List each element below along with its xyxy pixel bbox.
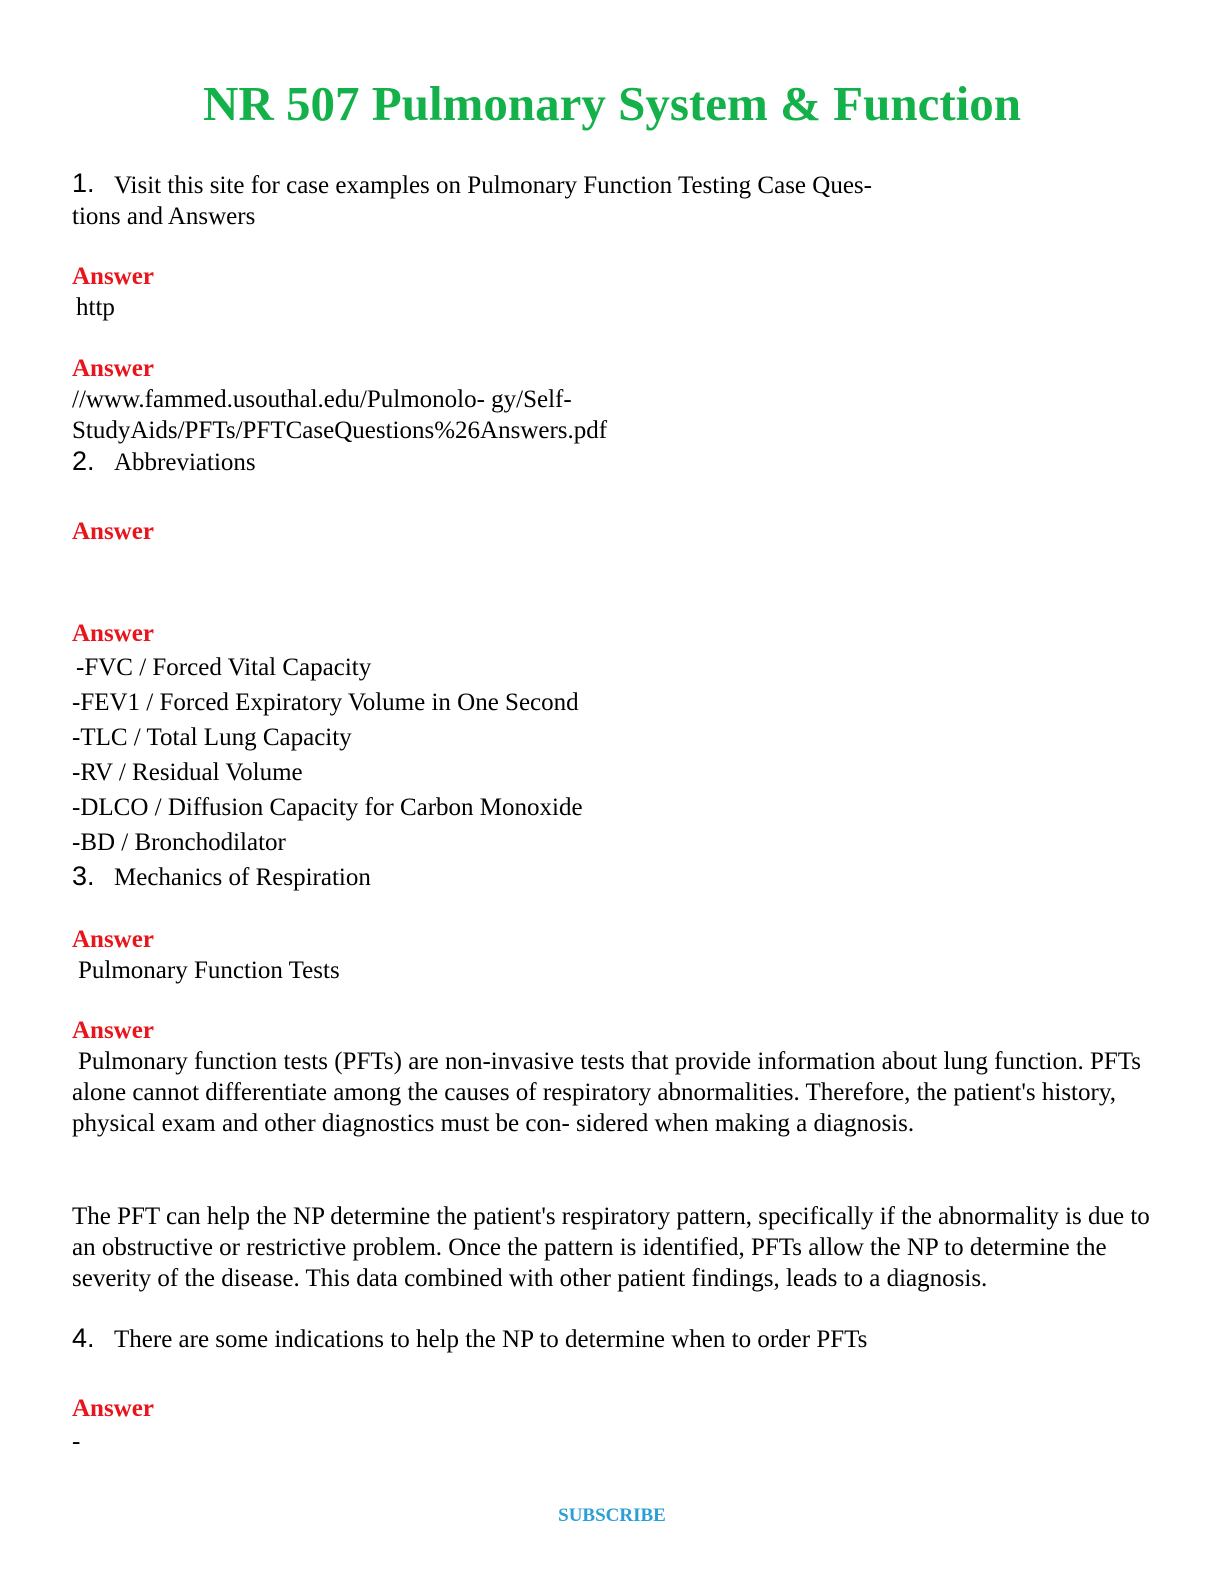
question-number-1: 1. bbox=[72, 168, 95, 198]
answer-label: Answer bbox=[72, 1395, 154, 1422]
abbreviation-item: -DLCO / Diffusion Capacity for Carbon Monoxide bbox=[72, 794, 583, 821]
page-title: NR 507 Pulmonary System & Function bbox=[202, 76, 1022, 131]
question-number-4: 4. bbox=[72, 1323, 95, 1353]
abbreviation-item: -RV / Residual Volume bbox=[72, 759, 303, 786]
answer-label: Answer bbox=[72, 518, 154, 545]
question-1-text-line1: Visit this site for case examples on Pulmonary Function Testing Case Ques- bbox=[114, 172, 872, 199]
answer-label: Answer bbox=[72, 620, 154, 647]
answer-label: Answer bbox=[72, 355, 154, 382]
answer-paragraph: Pulmonary function tests (PFTs) are non-invasive tests that provide information about lung function. PFTs alone cannot differentiate among the causes of respiratory abnormalities. Therefore, the patient's history, physical exam and other diagnostics must be con- sidered when making a diagnosis. bbox=[72, 1048, 1142, 1137]
answer-paragraph: The PFT can help the NP determine the patient's respiratory pattern, specifically if the abnormality is due to an obstructive or restrictive problem. Once the pattern is identified, PFTs allow the NP to determine the severity of the disease. This data combined with other patient findings, leads to a diagnosis. bbox=[72, 1203, 1150, 1292]
question-4-text: There are some indications to help the NP to determine when to order PFTs bbox=[114, 1326, 868, 1353]
answer-url-line2: StudyAids/PFTs/PFTCaseQuestions%26Answers.pdf bbox=[72, 417, 608, 444]
question-number-2: 2. bbox=[72, 446, 95, 476]
question-2-text: Abbreviations bbox=[114, 449, 256, 476]
answer-label: Answer bbox=[72, 263, 154, 290]
abbreviation-item: -FVC / Forced Vital Capacity bbox=[76, 654, 372, 681]
answer-url-line1: //www.fammed.usouthal.edu/Pulmonolo- gy/Self- bbox=[72, 386, 572, 413]
subscribe-link[interactable]: SUBSCRIBE bbox=[558, 1505, 666, 1526]
question-1-text-line2: tions and Answers bbox=[72, 203, 256, 230]
question-3-text: Mechanics of Respiration bbox=[114, 864, 371, 891]
abbreviation-item: -TLC / Total Lung Capacity bbox=[72, 724, 352, 751]
question-number-3: 3. bbox=[72, 861, 95, 891]
answer-label: Answer bbox=[72, 926, 154, 953]
answer-label: Answer bbox=[72, 1017, 154, 1044]
answer-text: Pulmonary Function Tests bbox=[78, 957, 340, 984]
answer-text: - bbox=[72, 1428, 81, 1455]
abbreviation-item: -BD / Bronchodilator bbox=[72, 829, 286, 856]
abbreviation-item: -FEV1 / Forced Expiratory Volume in One Second bbox=[72, 689, 579, 716]
answer-text: http bbox=[76, 294, 115, 321]
